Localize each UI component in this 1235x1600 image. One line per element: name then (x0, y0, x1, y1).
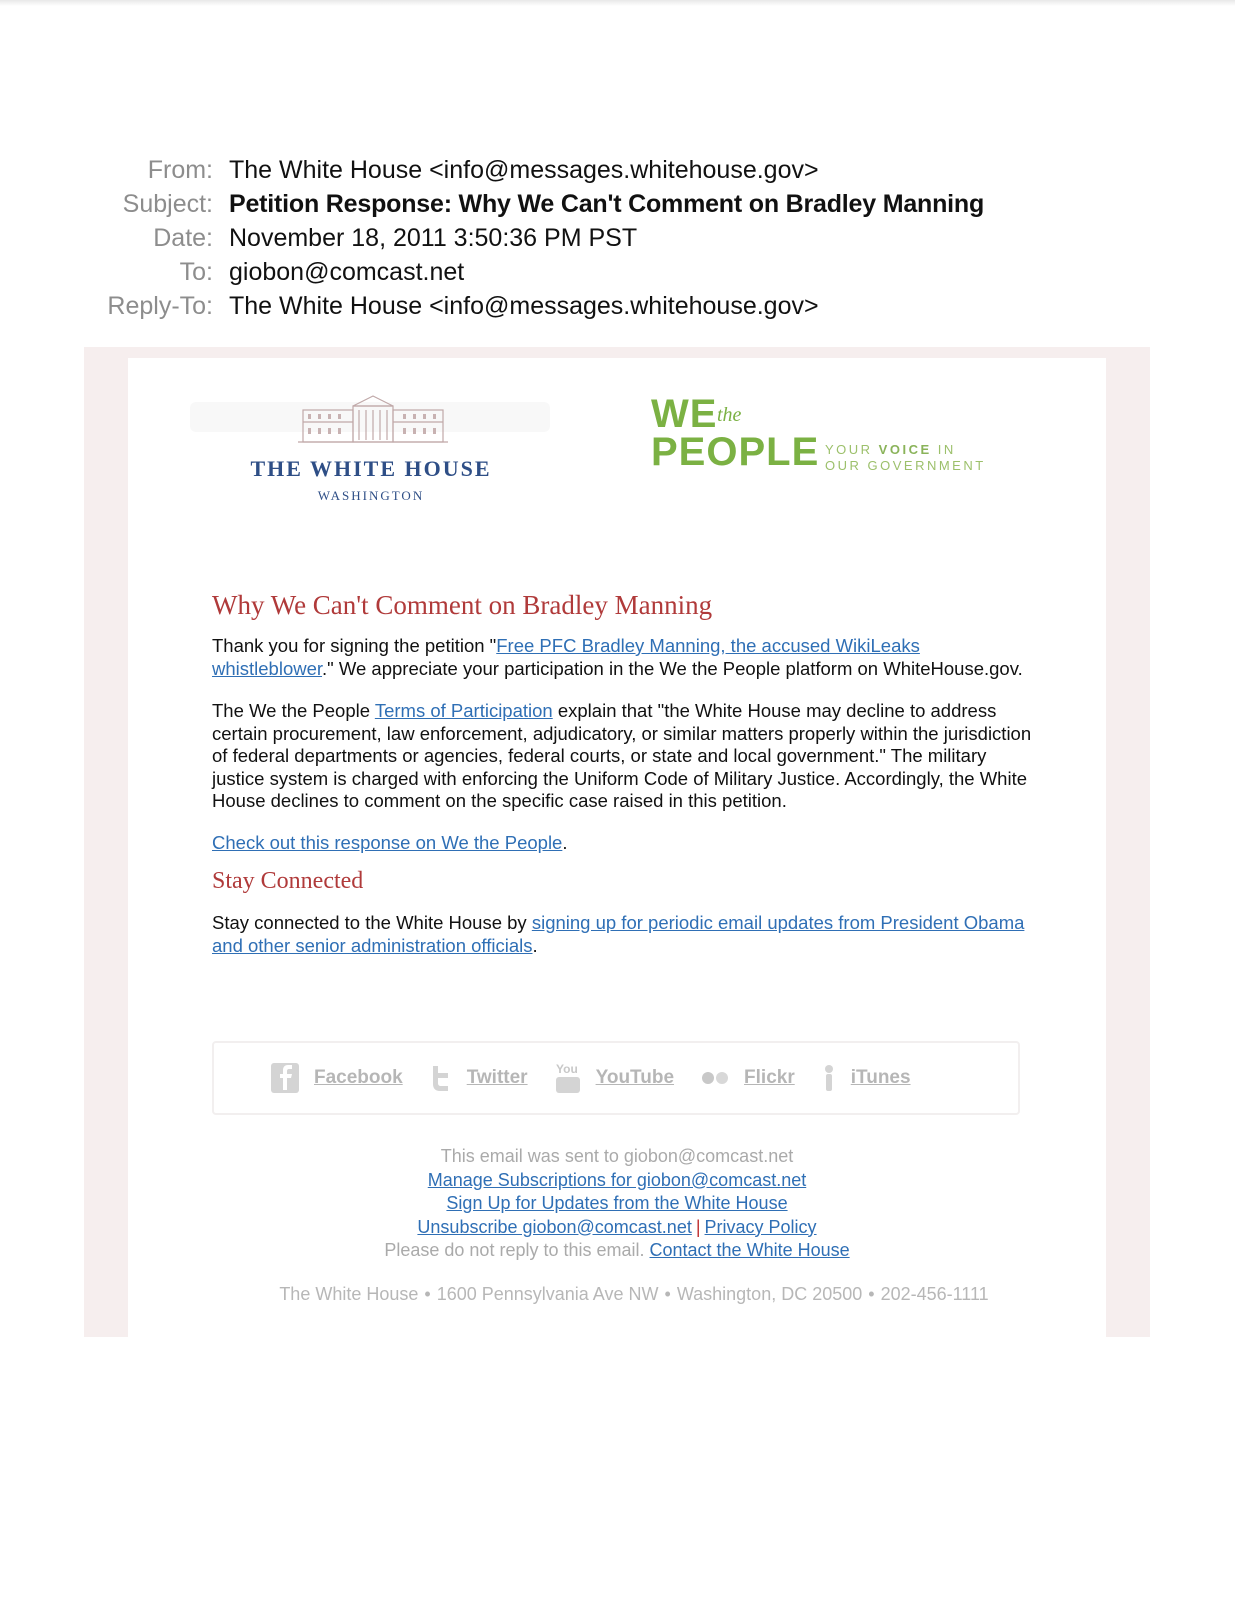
from-row (60, 156, 1180, 190)
white-house-subtitle: WASHINGTON (317, 488, 425, 503)
email-footer (128, 1145, 1106, 1263)
p4-text-post: . (532, 934, 538, 956)
white-house-building-icon (298, 392, 448, 447)
address-street: 1600 Pennsylvania Ave NW (436, 1284, 659, 1304)
flickr-link[interactable] (700, 1067, 795, 1089)
paragraph-check-out (212, 832, 1032, 855)
svg-text:You: You (555, 1062, 578, 1076)
flickr-label: Flickr (744, 1067, 795, 1088)
from-value: The White House <info@messages.whitehouse.gov> (229, 156, 819, 184)
p3-text-post: . (562, 831, 568, 853)
scan-edge (0, 0, 1235, 6)
response-heading: Why We Can't Comment on Bradley Manning (212, 590, 713, 620)
we-the-people-logo (651, 392, 1011, 482)
wtp-tag-in: IN (931, 442, 956, 457)
subject-label: Subject: (122, 190, 213, 218)
address-city: Washington, DC 20500 (676, 1284, 863, 1304)
youtube-link[interactable] (554, 1061, 674, 1095)
facebook-label: Facebook (314, 1067, 403, 1088)
wtp-tagline-line2: OUR GOVERNMENT (825, 458, 986, 473)
p2-text-post: explain that "the White House may decline to address certain procurement, law enforcement, adjudicatory, or similar matters properly within the jurisdiction of federal departments or agencies, federal courts, or state and local government." The military justice system is charged with enforcing the Uniform Code of Military Justice. Accordingly, the White House declines to comment on the specific case raised in this petition. (212, 700, 1032, 811)
address-name: The White House (279, 1284, 419, 1304)
p1-text-post: ." We appreciate your participation in the We the People platform on WhiteHouse.gov. (322, 657, 1023, 679)
subject-value: Petition Response: Why We Can't Comment on Bradley Manning (229, 190, 985, 218)
facebook-link[interactable] (270, 1062, 403, 1094)
paragraph-terms (212, 700, 1032, 813)
address-bullet: • (664, 1284, 671, 1304)
wtp-we: WE (651, 392, 718, 436)
manage-subscriptions-link[interactable]: Manage Subscriptions for giobon@comcast.net (427, 1169, 807, 1190)
paragraph-thanks (212, 635, 1032, 680)
twitter-link[interactable] (429, 1064, 528, 1092)
date-row (60, 224, 1180, 258)
stay-connected-heading: Stay Connected (212, 868, 364, 894)
flickr-icon (700, 1071, 730, 1085)
terms-of-participation-link[interactable]: Terms of Participation (374, 700, 553, 721)
unsubscribe-link[interactable]: Unsubscribe giobon@comcast.net (417, 1216, 692, 1237)
check-out-response-link[interactable]: Check out this response on We the People (212, 831, 563, 853)
itunes-link[interactable] (821, 1063, 911, 1093)
twitter-label: Twitter (466, 1067, 528, 1088)
contact-white-house-link[interactable]: Contact the White House (649, 1240, 850, 1260)
footer-separator: | (695, 1216, 701, 1237)
itunes-label: iTunes (850, 1067, 911, 1088)
white-house-logo (230, 392, 512, 502)
to-value: giobon@comcast.net (229, 258, 465, 286)
email-updates-signup-link[interactable]: signing up for periodic email updates from President Obama and other senior administration officials (212, 912, 1025, 956)
facebook-icon (270, 1062, 300, 1094)
paragraph-stay-connected (212, 912, 1032, 957)
from-label: From: (147, 156, 213, 184)
social-links-bar (212, 1041, 1020, 1115)
replyto-label: Reply-To: (107, 292, 213, 320)
wtp-the: the (717, 404, 742, 426)
youtube-label: YouTube (595, 1067, 675, 1088)
sent-to-text: This email was sent to giobon@comcast.net (440, 1146, 794, 1166)
wtp-tagline-line1 (825, 442, 956, 457)
wtp-tag-voice: VOICE (878, 442, 932, 457)
signup-updates-link[interactable]: Sign Up for Updates from the White House (446, 1193, 788, 1213)
white-house-title: THE WHITE HOUSE (250, 456, 492, 481)
date-value: November 18, 2011 3:50:36 PM PST (229, 224, 638, 252)
petition-link[interactable]: Free PFC Bradley Manning, the accused WikiLeaks whistleblower (212, 635, 920, 679)
subject-row (60, 190, 1180, 224)
youtube-icon (554, 1061, 582, 1095)
email-content (212, 590, 1032, 957)
twitter-icon (429, 1064, 453, 1092)
to-row (60, 258, 1180, 292)
privacy-policy-link[interactable]: Privacy Policy (704, 1216, 817, 1237)
to-label: To: (179, 258, 213, 286)
replyto-value: The White House <info@messages.whitehouse.gov> (229, 292, 819, 320)
email-headers (60, 156, 1180, 326)
wtp-people: PEOPLE (651, 430, 820, 474)
p2-text-pre: The We the People (212, 700, 375, 721)
wtp-tag-your: YOUR (825, 442, 879, 457)
itunes-icon (821, 1063, 837, 1093)
p1-text-pre: Thank you for signing the petition " (212, 635, 497, 656)
date-label: Date: (153, 224, 213, 252)
address-phone: 202-456-1111 (880, 1284, 989, 1304)
address-bullet: • (868, 1284, 875, 1304)
footer-address (128, 1284, 1140, 1305)
p4-text-pre: Stay connected to the White House by (212, 912, 532, 933)
address-bullet: • (424, 1284, 431, 1304)
replyto-row (60, 292, 1180, 326)
no-reply-text: Please do not reply to this email. (384, 1240, 645, 1260)
